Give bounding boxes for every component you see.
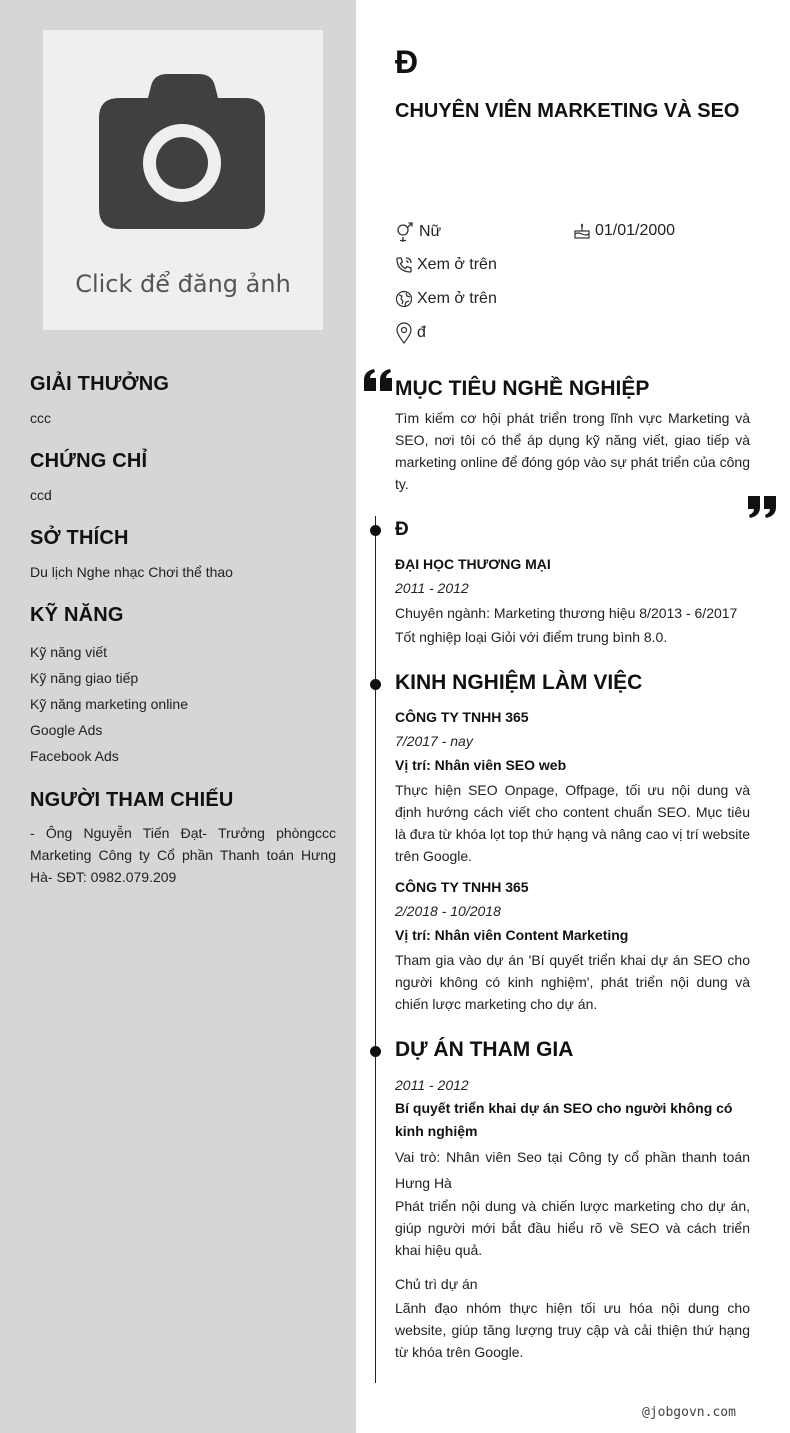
skills-list [30, 639, 336, 769]
footer-watermark: @jobgovn.com [642, 1405, 736, 1420]
hobbies-section [30, 527, 336, 582]
hobbies-title: SỞ THÍCH [30, 527, 129, 549]
objective-text: Tìm kiếm cơ hội phát triển trong lĩnh vực Marketing và SEO, nơi tôi có thể áp dụng kỹ năng viết, giao tiếp và marketing online để đóng góp vào sự phát triển của công ty. [395, 410, 750, 492]
skill-item: Kỹ năng marketing online [30, 696, 188, 712]
awards-section [30, 373, 336, 428]
job-position: Vị trí: Nhân viên Content Marketing [395, 927, 629, 943]
website-info [395, 290, 497, 308]
birthday-value: 01/01/2000 [595, 222, 676, 239]
job-company: CÔNG TY TNHH 365 [395, 709, 529, 725]
photo-caption: Click để đăng ảnh [75, 270, 291, 298]
globe-icon [395, 290, 413, 308]
job-company: CÔNG TY TNHH 365 [395, 879, 529, 895]
timeline-dot [370, 525, 381, 536]
phone-icon [395, 256, 413, 274]
skills-section [30, 604, 336, 769]
job-description: Thực hiện SEO Onpage, Offpage, tối ưu nội dung và định hướng cách viết cho content chuẩn SEO. Mục tiêu là đưa từ khóa lọt top thứ hạng và nâng cao vị trí website trên Google. [395, 782, 750, 864]
education-title: Đ [395, 519, 409, 540]
timeline-dot [370, 679, 381, 690]
objective-title: MỤC TIÊU NGHỀ NGHIỆP [395, 377, 650, 400]
education-result: Tốt nghiệp loại Giỏi với điểm trung bình 8.0. [395, 629, 668, 645]
skill-item: Google Ads [30, 722, 103, 738]
project-role: Vai trò: Nhân viên Seo tại Công ty cổ phần thanh toán Hưng Hà [395, 1149, 750, 1191]
skill-item: Facebook Ads [30, 748, 119, 764]
location-pin-icon [395, 322, 413, 344]
address-info [395, 322, 426, 344]
quote-open-icon [364, 369, 392, 391]
references-title: NGƯỜI THAM CHIẾU [30, 789, 234, 811]
awards-text: ccc [30, 410, 51, 426]
phone-value: Xem ở trên [417, 256, 497, 273]
project-name: Bí quyết triển khai dự án SEO cho người không có kinh nghiệm [395, 1100, 733, 1139]
project-period: 2011 - 2012 [395, 1077, 469, 1093]
project-lead-description: Lãnh đạo nhóm thực hiện tối ưu hóa nội dung cho website, giúp tăng lượng truy cập và cải thiện thứ hạng từ khóa trên Google. [395, 1300, 750, 1360]
experience-title: KINH NGHIỆM LÀM VIỆC [395, 671, 643, 694]
education-major: Chuyên ngành: Marketing thương hiệu 8/2013 - 6/2017 [395, 605, 738, 621]
gender-icon [395, 222, 415, 242]
gender-value: Nữ [419, 223, 442, 240]
awards-title: GIẢI THƯỞNG [30, 373, 170, 395]
timeline-dot [370, 1046, 381, 1057]
timeline-line [375, 516, 376, 1383]
skill-item: Kỹ năng giao tiếp [30, 670, 139, 686]
certificates-title: CHỨNG CHỈ [30, 450, 148, 472]
project-lead: Chủ trì dự án [395, 1276, 478, 1292]
education-school: ĐẠI HỌC THƯƠNG MẠI [395, 556, 551, 572]
certificates-text: ccd [30, 487, 52, 503]
birthday-info [573, 222, 675, 240]
job-title: CHUYÊN VIÊN MARKETING VÀ SEO [395, 100, 740, 122]
skills-title: KỸ NĂNG [30, 604, 124, 626]
certificates-section [30, 450, 336, 505]
projects-title: DỰ ÁN THAM GIA [395, 1038, 574, 1061]
job-description: Tham gia vào dự án 'Bí quyết triển khai dự án SEO cho người không có kinh nghiệm', phát triển nội dung và chiến lược marketing cho dự án. [395, 952, 750, 1012]
phone-info [395, 256, 497, 274]
job-period: 7/2017 - nay [395, 733, 473, 749]
gender-info [395, 222, 441, 242]
address-value: đ [417, 324, 426, 341]
website-value: Xem ở trên [417, 290, 497, 307]
job-period: 2/2018 - 10/2018 [395, 903, 501, 919]
education-period: 2011 - 2012 [395, 580, 469, 596]
references-section [30, 789, 336, 888]
cake-icon [573, 222, 591, 240]
skill-item: Kỹ năng viết [30, 644, 108, 660]
job-position: Vị trí: Nhân viên SEO web [395, 757, 567, 773]
sidebar [0, 0, 356, 1433]
photo-upload[interactable] [43, 30, 323, 330]
project-description: Phát triển nội dung và chiến lược marketing cho dự án, giúp người mới bắt đầu hiểu rõ về SEO và cách triển khai hiệu quả. [395, 1198, 750, 1258]
quote-close-icon [748, 496, 776, 518]
hobbies-text: Du lịch Nghe nhạc Chơi thể thao [30, 564, 233, 580]
references-text: - Ông Nguyễn Tiến Đạt- Trưởng phòngccc Marketing Công ty Cổ phần Thanh toán Hưng Hà- SĐT: 0982.079.209 [30, 825, 336, 885]
camera-icon [99, 74, 267, 234]
candidate-name: Đ [395, 44, 419, 80]
